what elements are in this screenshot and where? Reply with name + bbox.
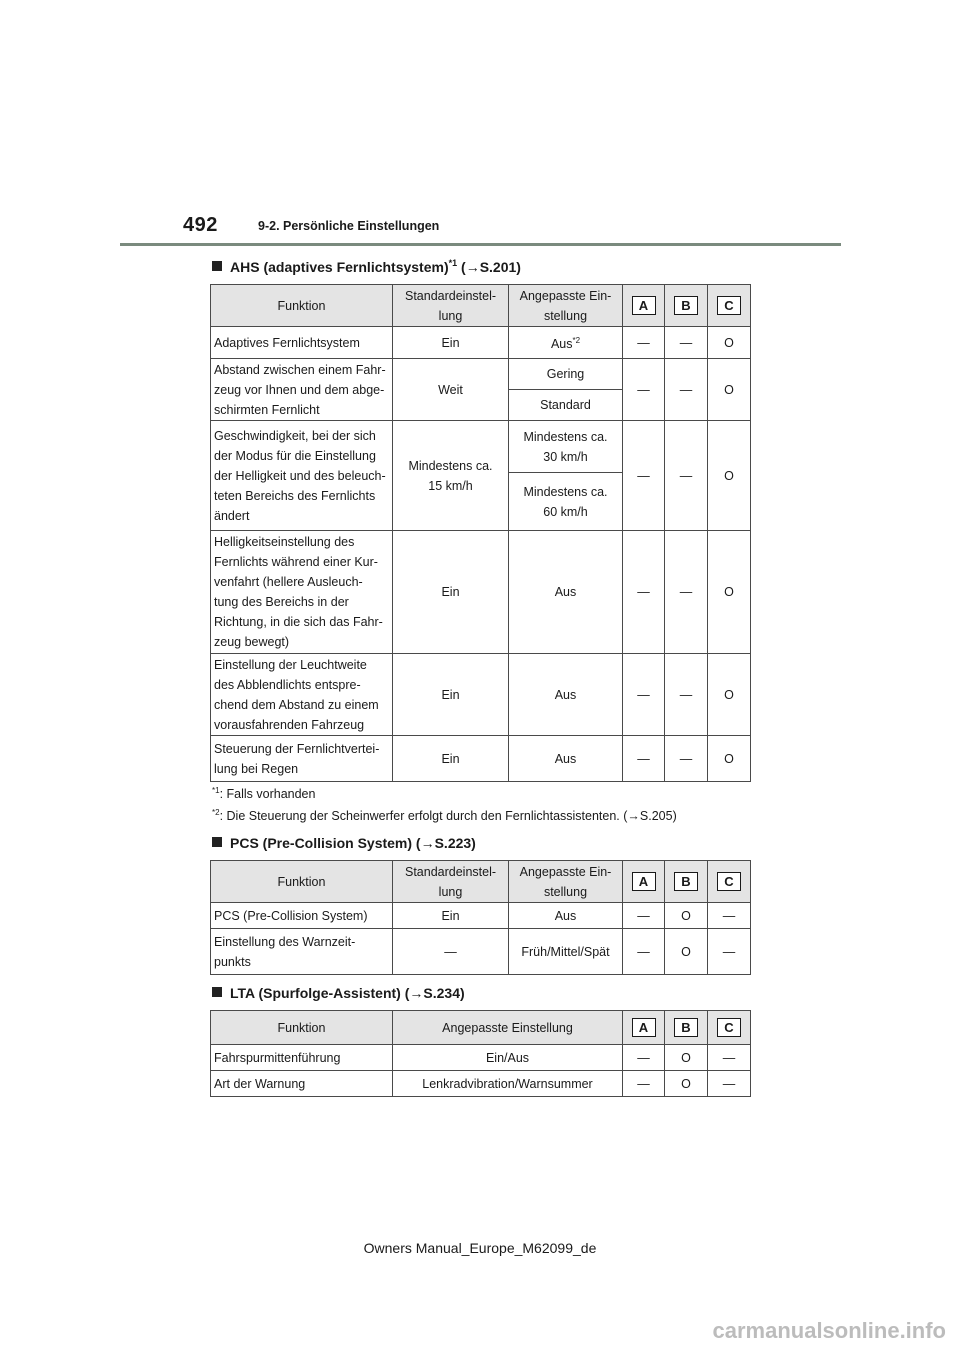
column-header-angepasst: Angepasste Ein- stellung [509,861,623,903]
cell-funktion: Helligkeitseinstellung des Fernlichts während einer Kur- venfahrt (hellere Ausleuch- tung des Bereichs in der Richtung, in die sich das Fahr- zeug bewegt) [211,531,393,654]
cell-funktion: Einstellung des Warnzeit- punkts [211,929,393,975]
ahs-heading-page-ref: (→S.201) [461,259,521,275]
cell-funktion: Art der Warnung [211,1071,393,1097]
cell-angepasst [509,327,623,359]
cell-c: O [708,736,751,782]
pcs-heading-text: PCS (Pre-Collision System) (→S.223) [230,835,476,851]
footnote-2-mark: *2 [212,808,220,817]
section-heading-lta [212,985,465,1001]
cell-angepasst: Aus [509,654,623,736]
cell-b: O [665,1071,708,1097]
column-header-b [665,861,708,903]
cell-b: O [665,903,708,929]
column-header-c [708,861,751,903]
label-c-icon: C [717,1018,741,1037]
column-header-c [708,285,751,327]
table-row [211,1045,751,1071]
column-header-standard: Standardeinstel- lung [393,861,509,903]
cell-angepasst: Früh/Mittel/Spät [509,929,623,975]
cell-standard: Weit [393,359,509,421]
cell-angepasst: Gering [509,359,623,390]
cell-funktion: Abstand zwischen einem Fahr- zeug vor Ihnen und dem abge- schirmten Fernlicht [211,359,393,421]
table-header-row [211,861,751,903]
table-row [211,421,751,473]
column-header-funktion: Funktion [211,1011,393,1045]
cell-funktion: Steuerung der Fernlichtvertei- lung bei Regen [211,736,393,782]
table-row [211,327,751,359]
cell-angepasst: Mindestens ca. 30 km/h [509,421,623,473]
footnote-1-mark: *1 [212,786,220,795]
cell-c: O [708,359,751,421]
table-row [211,736,751,782]
document-id: Owners Manual_Europe_M62099_de [363,1240,597,1256]
table-row [211,1071,751,1097]
cell-angepasst: Lenkradvibration/Warnsummer [393,1071,623,1097]
cell-b: — [665,359,708,421]
label-a-icon: A [632,296,656,315]
page-number: 492 [183,214,218,236]
cell-funktion: Adaptives Fernlichtsystem [211,327,393,359]
cell-a: — [623,1045,665,1071]
cell-funktion: Geschwindigkeit, bei der sich der Modus für die Einstellung der Helligkeit und des beleuch- teten Bereichs des Fernlichts ändert [211,421,393,531]
chapter-title: 9-2. Persönliche Einstellungen [258,219,440,233]
cell-funktion: Einstellung der Leuchtweite des Abblendlichts entspre- chend dem Abstand zu einem vorausfahrenden Fahrzeug [211,654,393,736]
column-header-b [665,285,708,327]
cell-a: — [623,903,665,929]
cell-c: — [708,1071,751,1097]
cell-a: — [623,654,665,736]
cell-standard: Ein [393,327,509,359]
label-b-icon: B [674,872,698,891]
cell-b: — [665,327,708,359]
table-row [211,903,751,929]
cell-standard: — [393,929,509,975]
cell-b: — [665,736,708,782]
label-a-icon: A [632,1018,656,1037]
cell-b: O [665,929,708,975]
cell-a: — [623,736,665,782]
bullet-square-icon [212,987,222,997]
ahs-settings-table [210,284,751,782]
cell-funktion: Fahrspurmittenführung [211,1045,393,1071]
column-header-angepasst: Angepasste Ein- stellung [509,285,623,327]
cell-standard: Ein [393,531,509,654]
cell-angepasst: Aus [509,736,623,782]
cell-c: O [708,421,751,531]
footnote-mark: *2 [572,336,581,345]
table-row [211,359,751,390]
cell-angepasst: Standard [509,390,623,421]
cell-c: — [708,903,751,929]
watermark: carmanualsonline.info [712,1318,946,1343]
cell-standard: Ein [393,903,509,929]
cell-c: — [708,929,751,975]
label-b-icon: B [674,1018,698,1037]
table-header-row [211,285,751,327]
footnote-2-text: : Die Steuerung der Scheinwerfer erfolgt durch den Fernlichtassistenten. (→S.205) [219,809,677,823]
cell-standard: Ein [393,736,509,782]
cell-c: — [708,1045,751,1071]
cell-b: O [665,1045,708,1071]
cell-b: — [665,654,708,736]
column-header-a [623,1011,665,1045]
cell-a: — [623,359,665,421]
cell-a: — [623,929,665,975]
cell-angepasst: Mindestens ca. 60 km/h [509,473,623,531]
table-row [211,654,751,736]
column-header-angepasst: Angepasste Einstellung [393,1011,623,1045]
section-heading-pcs [212,835,476,851]
cell-funktion: PCS (Pre-Collision System) [211,903,393,929]
header-rule [120,243,841,246]
column-header-standard: Standardeinstel- lung [393,285,509,327]
column-header-a [623,285,665,327]
pcs-settings-table [210,860,751,975]
bullet-square-icon [212,837,222,847]
cell-b: — [665,421,708,531]
table-row [211,929,751,975]
cell-angepasst-text: Aus [550,337,573,351]
cell-c: O [708,327,751,359]
section-heading-ahs [212,258,521,275]
column-header-funktion: Funktion [211,285,393,327]
lta-settings-table [210,1010,751,1097]
cell-a: — [623,421,665,531]
column-header-b [665,1011,708,1045]
label-b-icon: B [674,296,698,315]
column-header-c [708,1011,751,1045]
label-c-icon: C [717,872,741,891]
cell-angepasst: Ein/Aus [393,1045,623,1071]
cell-c: O [708,531,751,654]
cell-c: O [708,654,751,736]
cell-a: — [623,1071,665,1097]
table-header-row [211,1011,751,1045]
bullet-square-icon [212,261,222,271]
cell-angepasst: Aus [509,531,623,654]
column-header-a [623,861,665,903]
ahs-heading-footnote-mark: *1 [448,258,458,268]
cell-a: — [623,531,665,654]
cell-angepasst: Aus [509,903,623,929]
table-row [211,531,751,654]
label-a-icon: A [632,872,656,891]
cell-standard: Ein [393,654,509,736]
label-c-icon: C [717,296,741,315]
footnote-1 [212,786,315,801]
lta-heading-text: LTA (Spurfolge-Assistent) (→S.234) [230,985,465,1001]
footnote-2 [212,808,677,823]
cell-b: — [665,531,708,654]
ahs-heading-text: AHS (adaptives Fernlichtsystem) [230,259,449,275]
column-header-funktion: Funktion [211,861,393,903]
cell-a: — [623,327,665,359]
cell-standard: Mindestens ca. 15 km/h [393,421,509,531]
footnote-1-text: : Falls vorhanden [219,787,316,801]
